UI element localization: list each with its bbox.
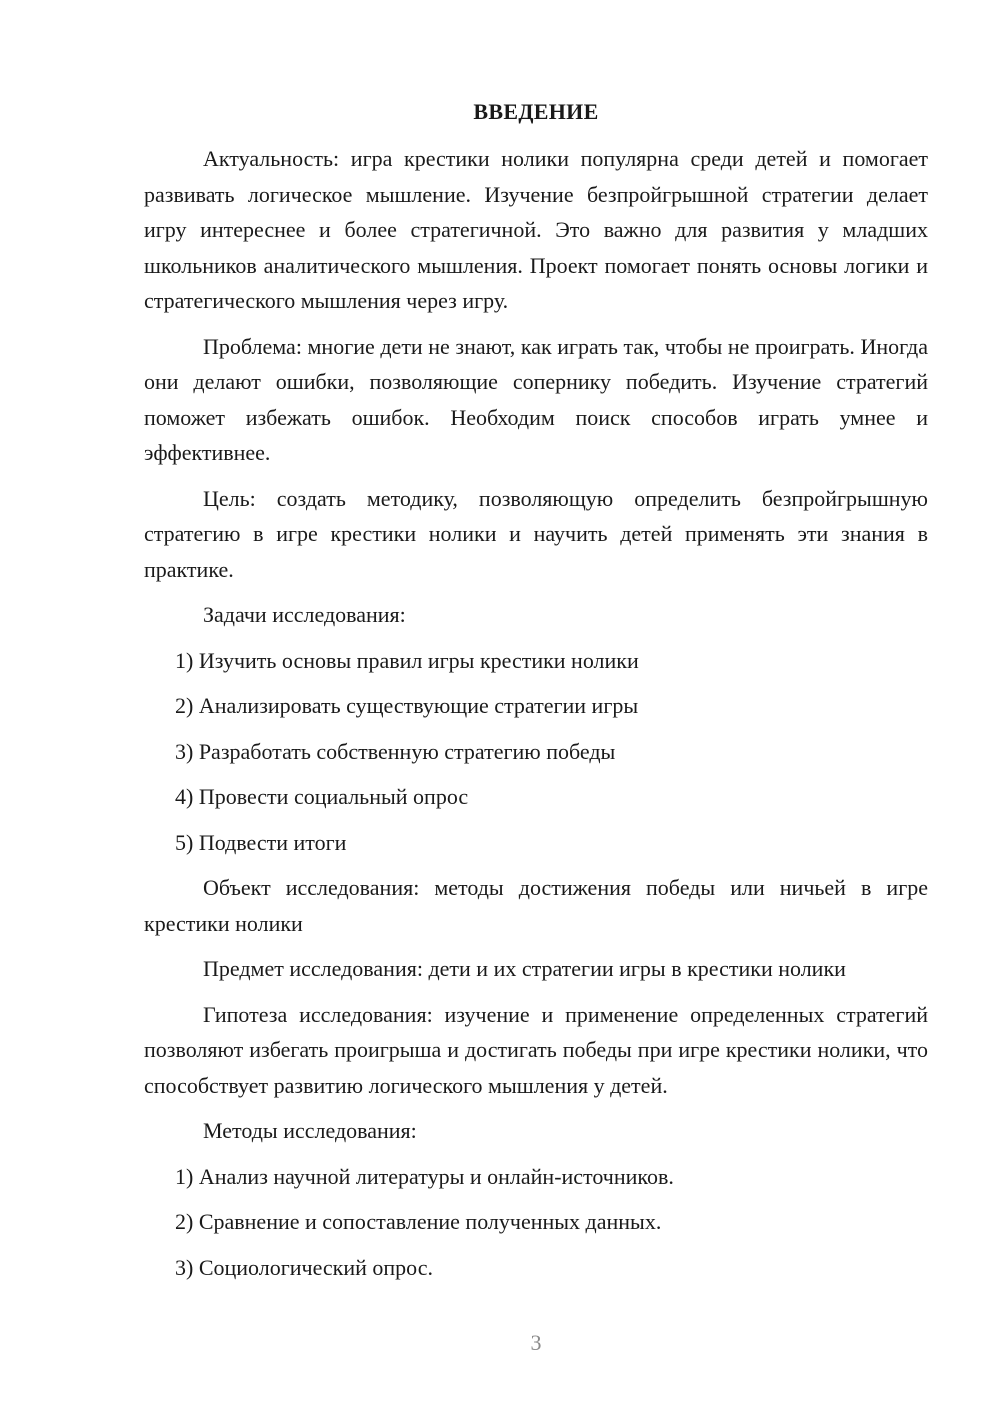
document-page [144, 94, 928, 1295]
list-item: 2) Сравнение и сопоставление полученных данных. [175, 1209, 662, 1234]
relevance-paragraph: Актуальность: игра крестики нолики популярна среди детей и помогает развивать логическое мышление. Изучение безпройгрышной стратегии делает игру интереснее и более стратегичной. Это важно для развития у младших школьников аналитического мышления. Проект помогает понять основы логики и стратегического мышления через игру. [144, 146, 928, 313]
problem-paragraph: Проблема: многие дети не знают, как играть так, чтобы не проиграть. Иногда они делают ошибки, позволяющие сопернику победить. Изучение стратегий поможет избежать ошибок. Необходим поиск способов играть умнее и эффективнее. [144, 333, 928, 465]
methods-heading: Методы исследования: [203, 1118, 417, 1143]
tasks-heading: Задачи исследования: [203, 602, 406, 627]
list-item: 1) Анализ научной литературы и онлайн-источников. [175, 1163, 674, 1189]
page-title: ВВЕДЕНИЕ [473, 99, 599, 124]
object-paragraph: Объект исследования: методы достижения победы или ничьей в игре крестики нолики [144, 875, 928, 936]
hypothesis-paragraph: Гипотеза исследования: изучение и применение определенных стратегий позволяют избегать проигрыша и достигать победы при игре крестики нолики, что способствует развитию логического мышления у детей. [144, 1001, 928, 1098]
page-number: 3 [530, 1330, 542, 1355]
subject-paragraph: Предмет исследования: дети и их стратегии игры в крестики нолики [203, 956, 846, 981]
list-item: 3) Разработать собственную стратегию победы [175, 738, 616, 764]
tasks-list [144, 643, 928, 861]
list-item: 3) Социологический опрос. [175, 1254, 433, 1280]
list-item: 2) Анализировать существующие стратегии игры [175, 693, 639, 718]
list-item: 1) Изучить основы правил игры крестики нолики [175, 647, 639, 673]
list-item: 4) Провести социальный опрос [175, 784, 469, 809]
methods-list [144, 1159, 928, 1286]
goal-paragraph: Цель: создать методику, позволяющую определить безпройгрышную стратегию в игре крестики нолики и научить детей применять эти знания в практике. [144, 485, 928, 582]
list-item: 5) Подвести итоги [175, 829, 347, 855]
